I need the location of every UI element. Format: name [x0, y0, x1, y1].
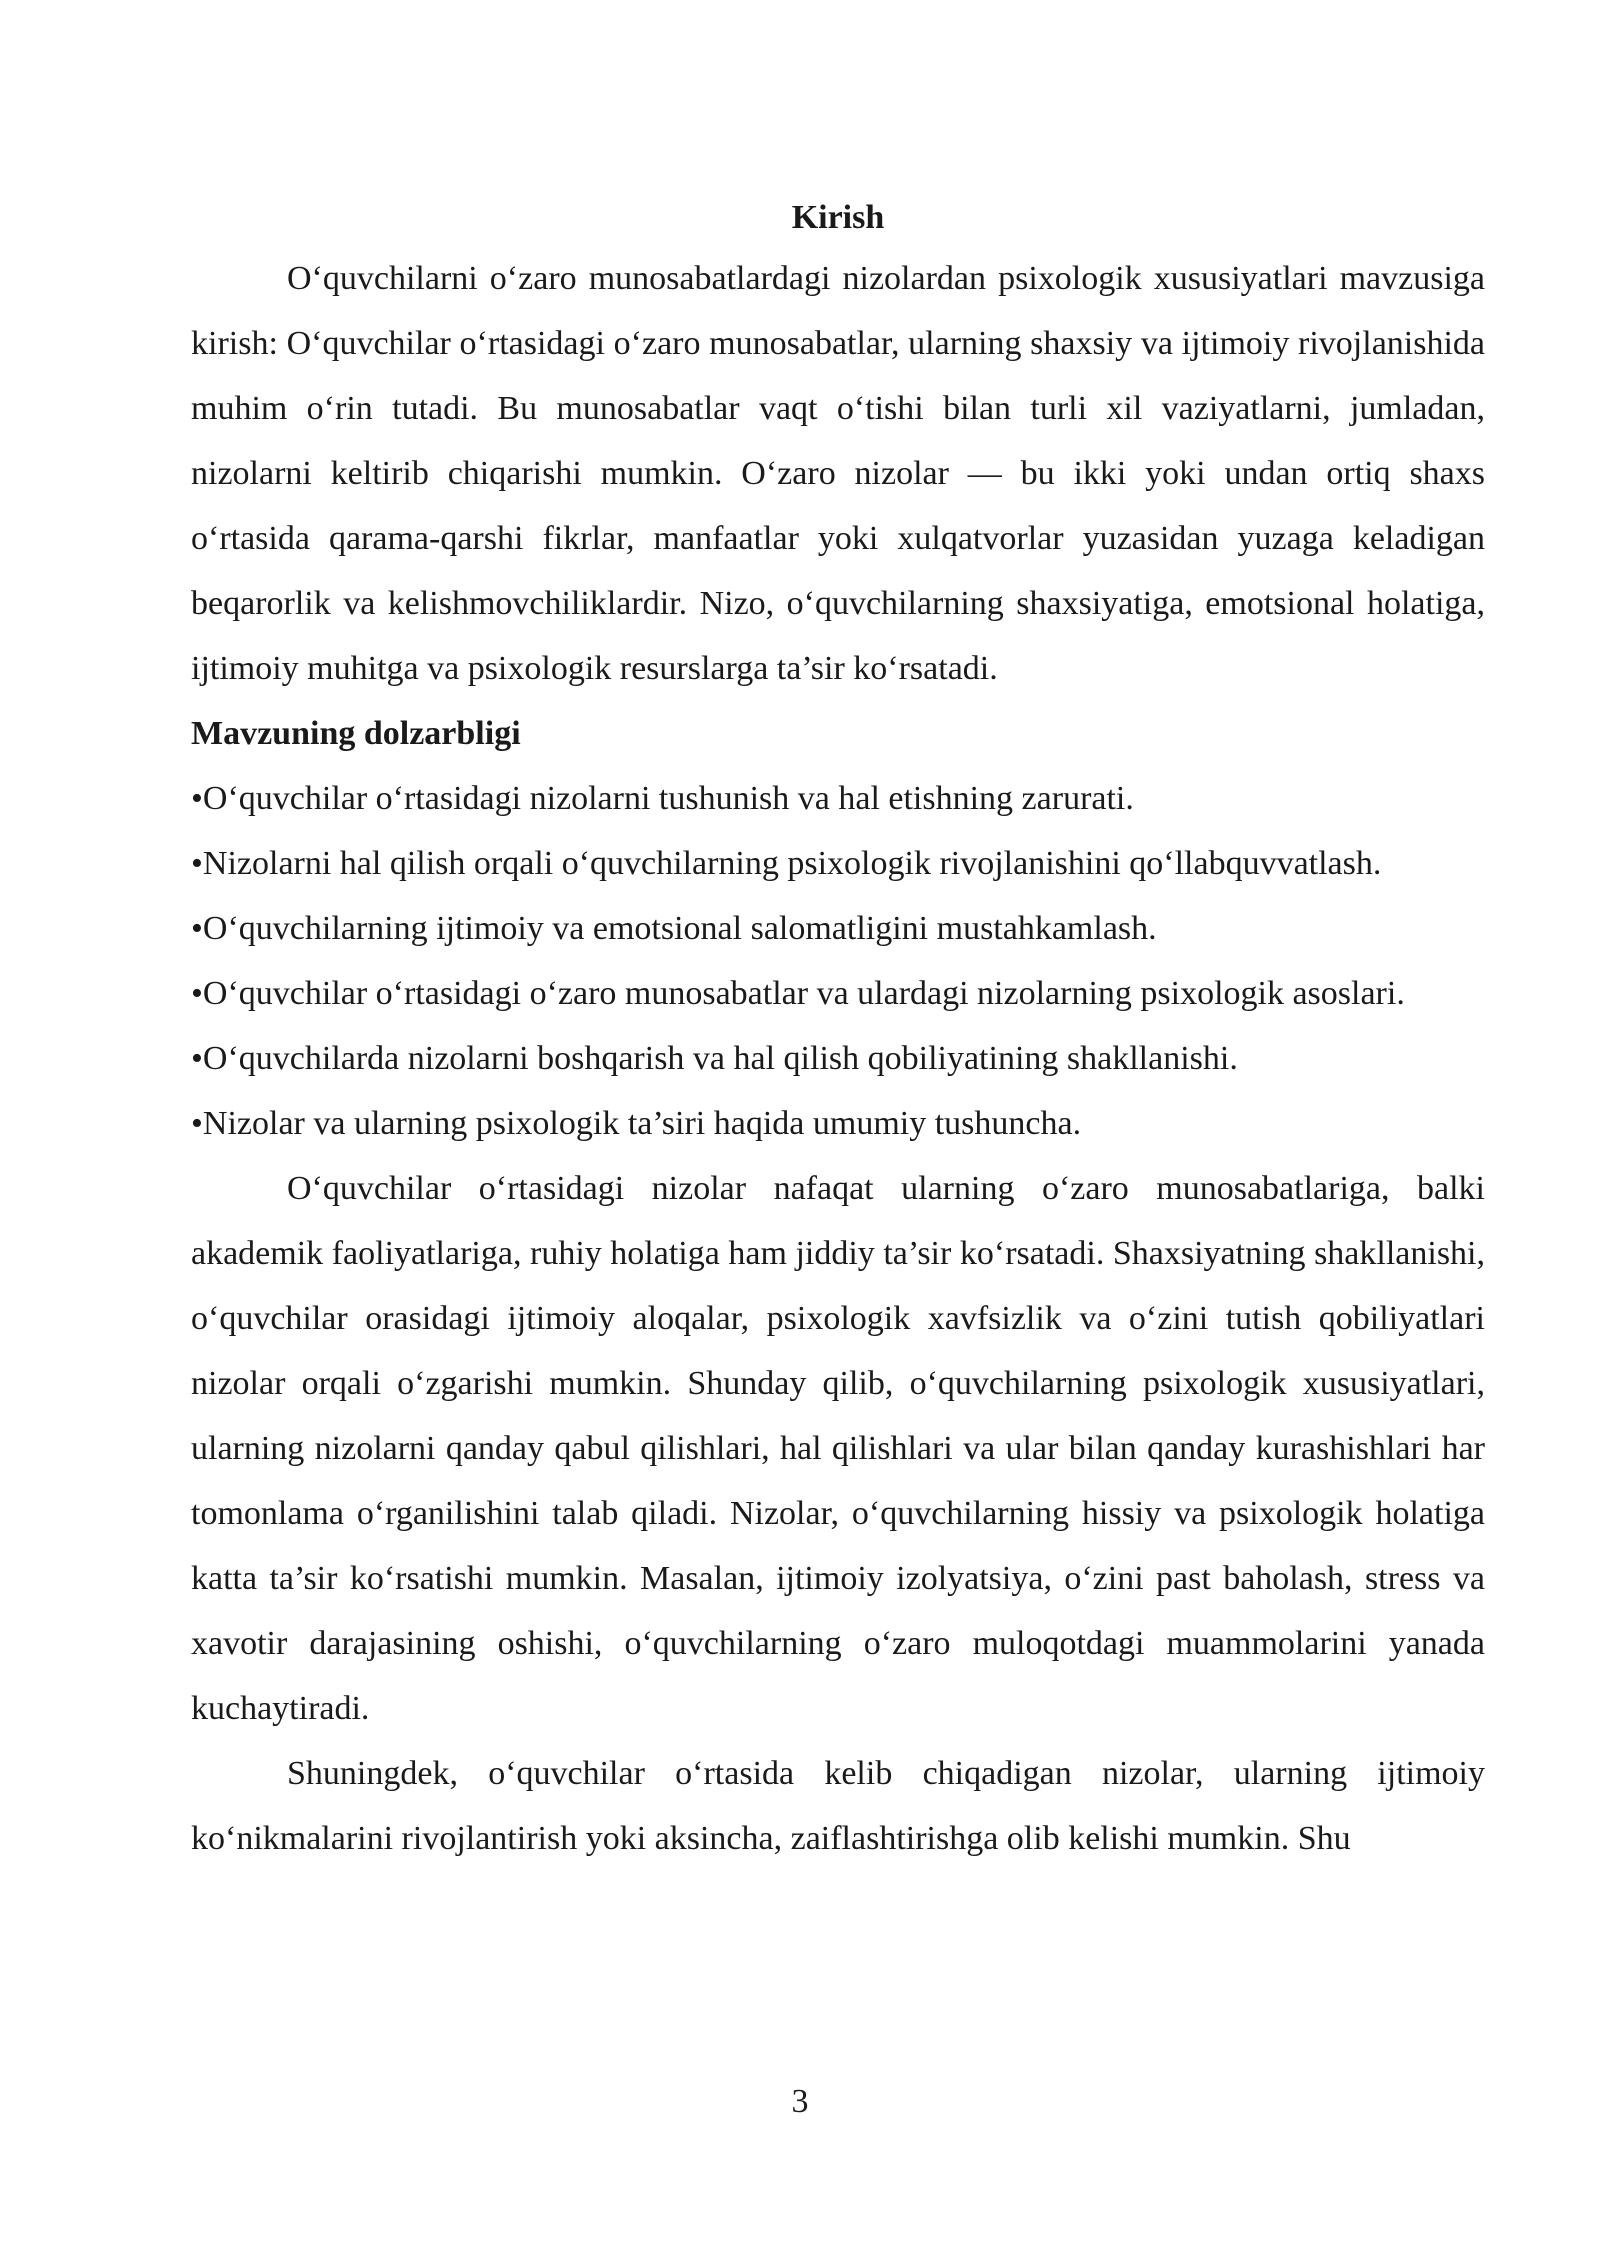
bullet-item: •Nizolarni hal qilish orqali o‘quvchilarning psixologik rivojlanishini qo‘llabquvvatlash.: [191, 845, 1382, 882]
page-title: Kirish: [791, 199, 885, 236]
bullet-item: •Nizolar va ularning psixologik ta’siri haqida umumiy tushuncha.: [191, 1105, 1082, 1142]
bullet-item: •O‘quvchilarning ijtimoiy va emotsional salomatligini mustahkamlash.: [191, 910, 1157, 947]
bullet-item: •O‘quvchilarda nizolarni boshqarish va hal qilish qobiliyatining shakllanishi.: [191, 1040, 1238, 1077]
intro-paragraph: O‘quvchilarni o‘zaro munosabatlardagi nizolardan psixologik xususiyatlari mavzusiga kirish: O‘quvchilar o‘rtasidagi o‘zaro munosabatlar, ularning shaxsiy va ijtimoiy rivojlanishida muhim o‘rin tutadi. Bu munosabatlar vaqt o‘tishi bilan turli xil vaziyatlarni, jumladan, nizolarni keltirib chiqarishi mumkin. O‘zaro nizolar — bu ikki yoki undan ortiq shaxs o‘rtasida qarama-qarshi fikrlar, manfaatlar yoki xulqatvorlar yuzasidan yuzaga keladigan beqarorlik va kelishmovchiliklardir. Nizo, o‘quvchilarning shaxsiyatiga, emotsional holatiga, ijtimoiy muhitga va psixologik resurslarga ta’sir ko‘rsatadi.: [191, 260, 1485, 687]
body-paragraph: O‘quvchilar o‘rtasidagi nizolar nafaqat ularning o‘zaro munosabatlariga, balki akademik faoliyatlariga, ruhiy holatiga ham jiddiy ta’sir ko‘rsatadi. Shaxsiyatning shakllanishi, o‘quvchilar orasidagi ijtimoiy aloqalar, psixologik xavfsizlik va o‘zini tutish qobiliyatlari nizolar orqali o‘zgarishi mumkin. Shunday qilib, o‘quvchilarning psixologik xususiyatlari, ularning nizolarni qanday qabul qilishlari, hal qilishlari va ular bilan qanday kurashishlari har tomonlama o‘rganilishini talab qiladi. Nizolar, o‘quvchilarning hissiy va psixologik holatiga katta ta’sir ko‘rsatishi mumkin. Masalan, ijtimoiy izolyatsiya, o‘zini past baholash, stress va xavotir darajasining oshishi, o‘quvchilarning o‘zaro muloqotdagi muammolarini yanada kuchaytiradi.: [191, 1170, 1485, 1727]
page-content: [191, 190, 1485, 1871]
bullet-item: •O‘quvchilar o‘rtasidagi nizolarni tushunish va hal etishning zarurati.: [191, 780, 1134, 817]
bullet-item: •O‘quvchilar o‘rtasidagi o‘zaro munosabatlar va ulardagi nizolarning psixologik asoslari.: [191, 975, 1405, 1012]
page-number: 3: [791, 2083, 809, 2120]
section-heading: Mavzuning dolzarbligi: [191, 715, 521, 752]
body-paragraph: Shuningdek, o‘quvchilar o‘rtasida kelib chiqadigan nizolar, ularning ijtimoiy ko‘nikmalarini rivojlantirish yoki aksincha, zaiflashtirishga olib kelishi mumkin. Shu: [191, 1755, 1485, 1857]
